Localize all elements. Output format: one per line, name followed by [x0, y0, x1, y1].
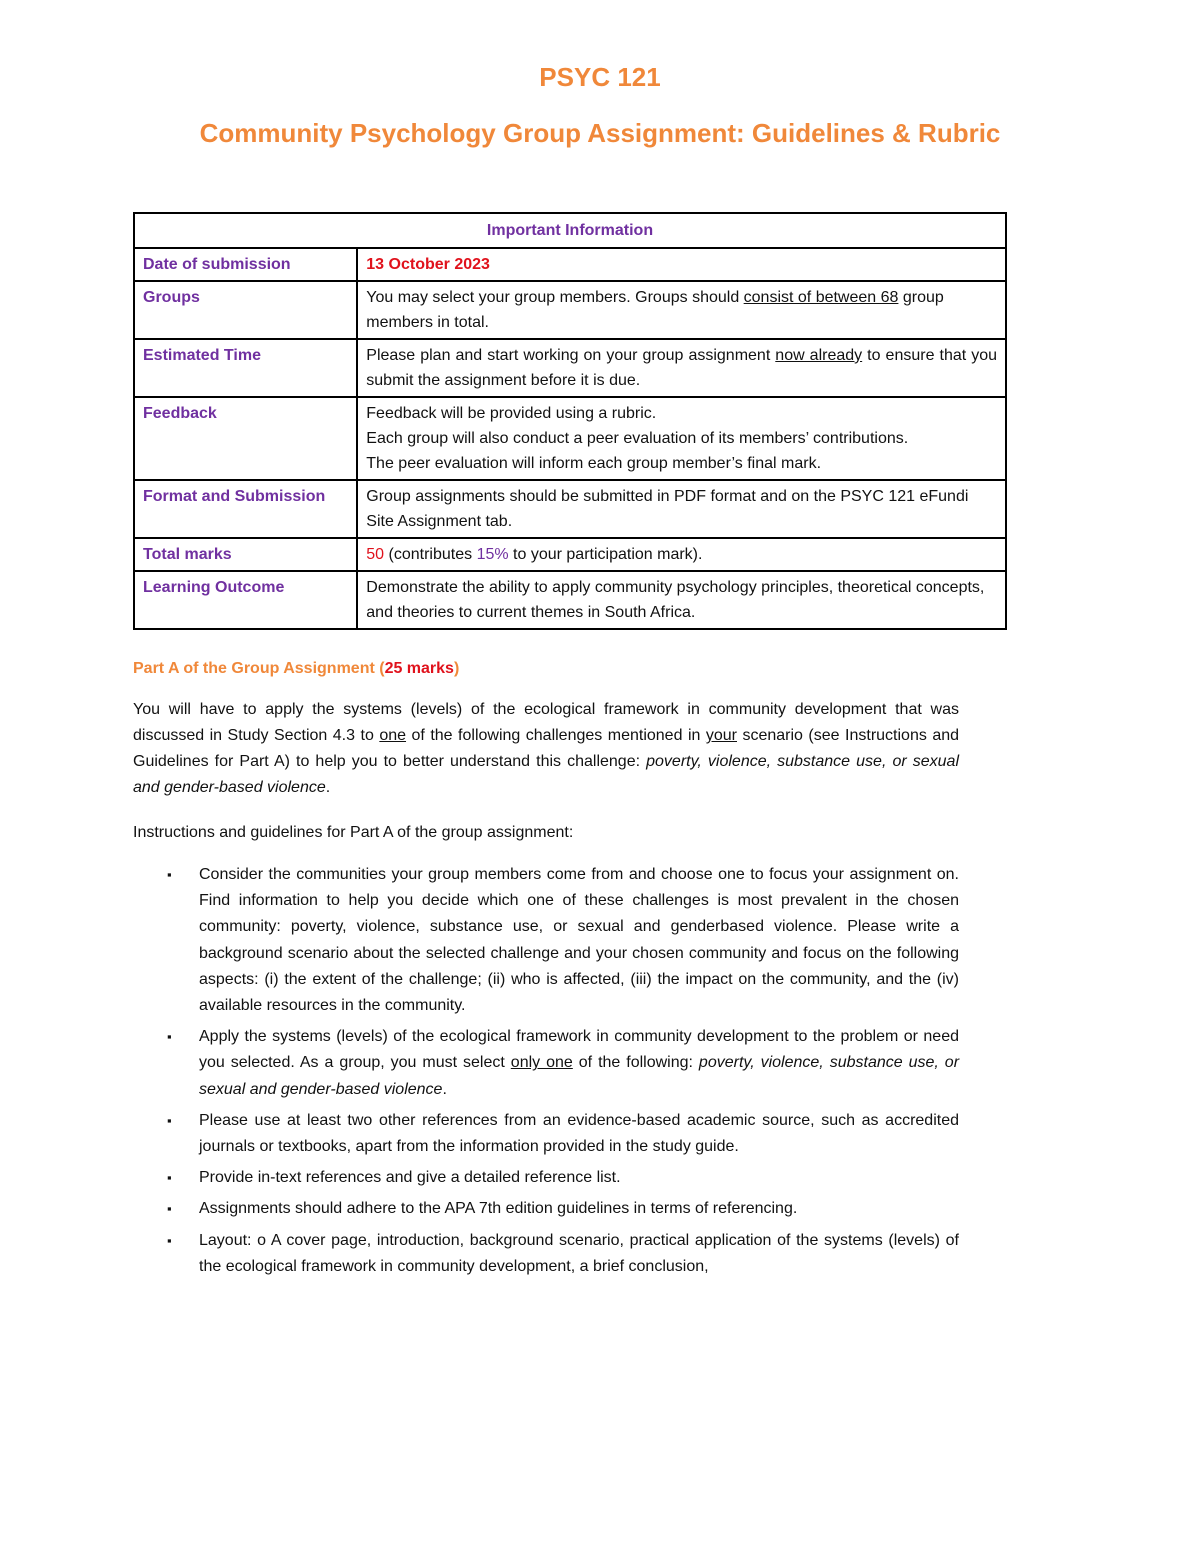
table-row: [134, 248, 1006, 281]
groups-value: You may select your group members. Groups should consist of between 68 group members in total.: [357, 281, 1006, 339]
table-row: [134, 538, 1006, 571]
instructions-heading: Instructions and guidelines for Part A of the group assignment:: [133, 824, 574, 841]
bullet-icon: ▪: [167, 867, 172, 882]
document-title: Community Psychology Group Assignment: Guidelines & Rubric: [199, 118, 1001, 148]
instructions-list: [133, 862, 959, 1285]
table-row: [134, 397, 1006, 480]
table-row: [134, 480, 1006, 538]
list-item: ▪ Assignments should adhere to the APA 7th edition guidelines in terms of referencing.: [133, 1196, 959, 1222]
bullet-icon: ▪: [167, 1232, 172, 1248]
list-item: ▪ Consider the communities your group members come from and choose one to focus your assignment on. Find information to help you decide which one of these challenges is most prevalent in the chosen community: poverty, violence, substance use, or sexual and genderbased violence. Please write a background scenario about the selected challenge and your chosen community and focus on the following aspects: (i) the extent of the challenge; (ii) who is affected, (iii) the impact on the community, and the (iv) available resources in the community.: [133, 862, 959, 1019]
list-item: ▪ Apply the systems (levels) of the ecological framework in community development to the problem or need you selected. As a group, you must select only one of the following: poverty, violence, substance use, or sexual and gender-based violence.: [133, 1024, 959, 1103]
part-a-marks: 25 marks: [384, 660, 454, 677]
table-row: [134, 281, 1006, 339]
submission-date: 13 October 2023: [357, 248, 1006, 281]
part-a-intro: You will have to apply the systems (levels) of the ecological framework in community development that was discussed in Study Section 4.3 to one of the following challenges mentioned in your scenario (see Instructions and Guidelines for Part A) to help you to better understand this challenge: poverty, violence, substance use, or sexual and gender-based violence.: [133, 701, 960, 796]
row-label-time: Estimated Time: [134, 339, 357, 397]
bullet-icon: ▪: [167, 1112, 172, 1128]
row-label-marks: Total marks: [134, 538, 357, 571]
participation-percent: 15%: [476, 546, 509, 563]
marks-value: 50 (contributes 15% to your participation mark).: [357, 538, 1006, 571]
table-row: [134, 339, 1006, 397]
row-label-groups: Groups: [134, 281, 357, 339]
total-marks: 50: [366, 546, 385, 563]
group-size-emphasis: consist of between 68: [743, 289, 899, 306]
list-item: ▪ Layout: o A cover page, introduction, background scenario, practical application of the systems (levels) of the ecological framework in community development, a brief conclusion,: [133, 1228, 959, 1280]
table-heading: Important Information: [134, 213, 1006, 248]
row-label-date: Date of submission: [134, 248, 357, 281]
table-header-row: [134, 213, 1006, 248]
bullet-icon: ▪: [167, 1201, 172, 1217]
course-code: PSYC 121: [539, 62, 661, 92]
row-label-feedback: Feedback: [134, 397, 357, 480]
list-item: ▪ Please use at least two other references from an evidence-based academic source, such as accredited journals or textbooks, apart from the information provided in the study guide.: [133, 1108, 959, 1160]
row-label-format: Format and Submission: [134, 480, 357, 538]
list-item: ▪ Provide in-text references and give a detailed reference list.: [133, 1165, 959, 1191]
outcome-value: Demonstrate the ability to apply community psychology principles, theoretical concepts, and theories to current themes in South Africa.: [357, 571, 1006, 629]
important-information-table: [133, 212, 1007, 630]
now-already-emphasis: now already: [775, 347, 863, 364]
bullet-icon: ▪: [167, 1029, 172, 1045]
feedback-value: Feedback will be provided using a rubric. Each group will also conduct a peer evaluation of its members’ contributions. The peer evaluation will inform each group member’s final mark.: [357, 397, 1006, 480]
bullet-icon: ▪: [167, 1170, 172, 1186]
table-row: [134, 571, 1006, 629]
format-value: Group assignments should be submitted in PDF format and on the PSYC 121 eFundi Site Assignment tab.: [357, 480, 1006, 538]
time-value: Please plan and start working on your group assignment now already to ensure that you submit the assignment before it is due.: [357, 339, 1006, 397]
row-label-outcome: Learning Outcome: [134, 571, 357, 629]
part-a-heading: Part A of the Group Assignment (25 marks): [133, 660, 460, 677]
